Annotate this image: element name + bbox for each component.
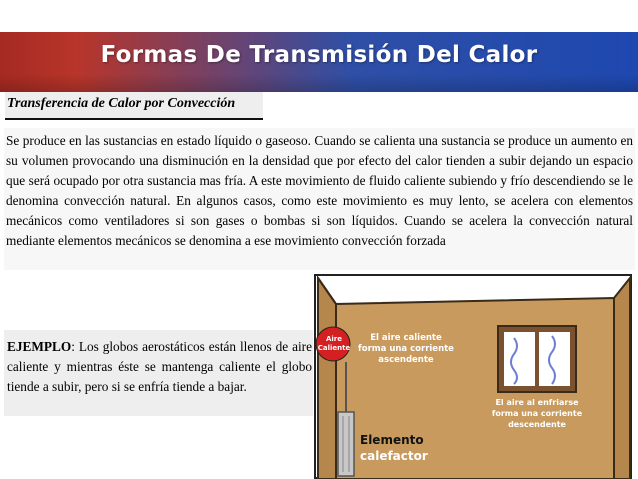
heater-line2: calefactor <box>360 449 428 463</box>
title-bar-shade <box>0 74 638 92</box>
slide-subtitle: Transferencia de Calor por Convección <box>7 96 236 111</box>
badge-line2: Caliente <box>317 344 351 352</box>
example-label: EJEMPLO <box>7 339 72 354</box>
heater-line1: Elemento <box>360 433 424 447</box>
convection-room-illustration <box>314 274 632 479</box>
convection-paragraph: Se produce en las sustancias en estado líquido o gaseoso. Cuando se calienta una sustancia se produce un aumento en su volumen provocando una disminución en la densidad que por efecto del calor tienden a subir dejando un espacio que será ocupado por otra sustancia mas fría. A este movimiento de fluido caliente subiendo y frío descendiendo se le denomina convección natural. En algunos casos, como este movimiento es muy lento, se acelera con elementos mecánicos como ventiladores si son gases o bombas si son líquidos. Cuando se acelera la convección natural mediante elementos mecánicos se denomina a ese movimiento convección forzada <box>6 133 633 248</box>
heater-element <box>338 412 354 476</box>
warm-air-line2: forma una corriente <box>358 344 454 354</box>
example-paragraph <box>7 337 312 397</box>
badge-line1: Aire <box>325 335 343 343</box>
cool-air-line1: El aire al enfriarse <box>495 398 579 407</box>
window-pane-left <box>504 332 535 386</box>
cool-air-line2: forma una corriente <box>491 409 583 418</box>
slide-title: Formas De Transmisión Del Calor <box>100 42 538 68</box>
example-text: : Los globos aerostáticos están llenos de aire caliente y mientras éste se mantenga caliente el globo tiende a subir, pero si se enfría tiende a bajar. <box>7 339 312 394</box>
cool-air-line3: descendente <box>508 420 566 429</box>
room-left-wall <box>318 278 336 479</box>
warm-air-line3: ascendente <box>378 355 434 365</box>
warm-air-line1: El aire caliente <box>370 333 442 343</box>
room-right-wall <box>614 278 630 479</box>
